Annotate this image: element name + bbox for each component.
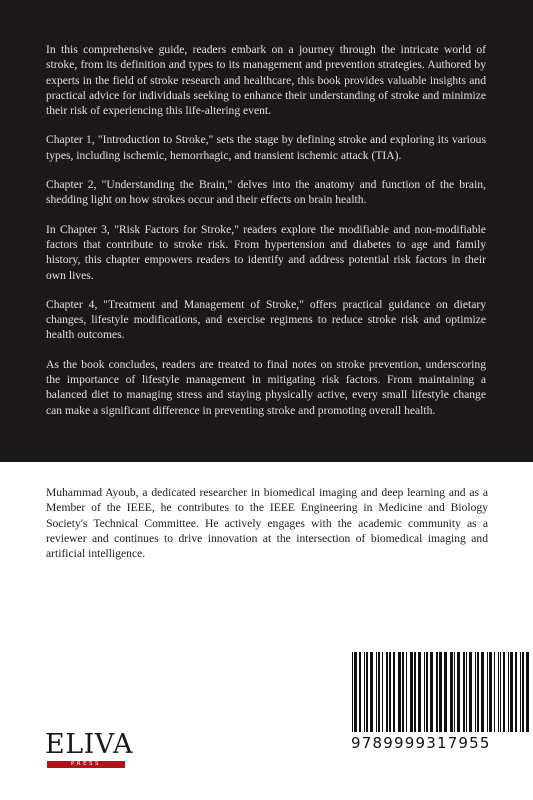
publisher-logo-wordmark: ELIVA xyxy=(45,729,133,760)
blurb-paragraph-conclusion: As the book concludes, readers are treated to final notes on stroke prevention, underscoring the importance of lifestyle management in mitigating risk factors. From maintaining a balanced diet to managing stress and staying physically active, every small lifestyle change can make a significant difference in preventing stroke and promoting overall health. xyxy=(46,357,486,417)
barcode-bar xyxy=(359,652,361,732)
barcode-bar xyxy=(489,652,492,732)
barcode-bar xyxy=(466,652,467,732)
barcode-bar xyxy=(503,652,505,732)
publisher-logo xyxy=(45,731,135,771)
barcode-bar xyxy=(454,652,455,732)
barcode-bar xyxy=(386,652,388,732)
barcode-bar xyxy=(457,652,460,732)
barcode-bar xyxy=(352,652,353,732)
barcode-bar xyxy=(477,652,479,732)
barcode-bar xyxy=(430,652,433,732)
isbn-number: 9789999317955 xyxy=(351,734,491,752)
barcode-bar xyxy=(366,652,368,732)
barcode-bar xyxy=(364,652,365,732)
barcode-bar xyxy=(522,652,524,732)
author-bio: Muhammad Ayoub, a dedicated researcher in biomedical imaging and deep learning and as a Member of the IEEE, he contributes to the IEEE Engineering in Medicine and Biology Society's Technical Committee. He actively engages with the academic community as a reviewer and continues to drive innovation at the intersection of biomedical imaging and artificial intelligence. xyxy=(46,486,488,561)
barcode-bar xyxy=(410,652,413,732)
barcode-bar xyxy=(498,652,499,732)
barcode-bar xyxy=(510,652,513,732)
barcode-bar xyxy=(398,652,401,732)
barcode-bar xyxy=(487,652,488,732)
barcode-bar xyxy=(444,652,447,732)
barcode-bar xyxy=(520,652,521,732)
barcode-bar xyxy=(439,652,442,732)
barcode-bar xyxy=(354,652,357,732)
barcode-bar xyxy=(526,652,529,732)
barcode-bar xyxy=(376,652,377,732)
barcode-bar xyxy=(508,652,509,732)
barcode-bar xyxy=(382,652,383,732)
barcode-bar xyxy=(418,652,421,732)
barcode-bar xyxy=(414,652,416,732)
blurb-paragraph-chapter-4: Chapter 4, "Treatment and Management of Stroke," offers practical guidance on dietary changes, lifestyle modifications, and exercise regimens to reduce stroke risk and optimize health outcomes. xyxy=(46,297,486,342)
barcode-bar xyxy=(463,652,465,732)
blurb-paragraph-chapter-3: In Chapter 3, "Risk Factors for Stroke," readers explore the modifiable and non-modifiable factors that contribute to stroke risk. From hypertension and diabetes to age and family history, this chapter empowers readers to identify and address potential risk factors in their own lives. xyxy=(46,222,486,282)
barcode-bar xyxy=(500,652,501,732)
barcode-bar xyxy=(494,652,495,732)
barcode-bar xyxy=(481,652,484,732)
barcode-bar xyxy=(515,652,517,732)
blurb-text xyxy=(46,42,486,432)
barcode-bar xyxy=(370,652,373,732)
barcode-bar xyxy=(436,652,438,732)
barcode-bar xyxy=(402,652,404,732)
barcode-bar xyxy=(378,652,380,732)
barcode-bar xyxy=(426,652,428,732)
barcode-bar xyxy=(469,652,472,732)
barcode-bar xyxy=(406,652,407,732)
blurb-paragraph-chapter-1: Chapter 1, "Introduction to Stroke," sets the stage by defining stroke and exploring its various types, including ischemic, hemorrhagic, and transient ischemic attack (TIA). xyxy=(46,133,486,162)
barcode-bar xyxy=(389,652,391,732)
barcode-bar xyxy=(393,652,395,732)
barcode-bars xyxy=(348,634,533,734)
publisher-logo-subtext: PRESS xyxy=(47,761,125,768)
blurb-paragraph-intro: In this comprehensive guide, readers embark on a journey through the intricate world of stroke, from its definition and types to its management and prevention strategies. Authored by experts in the field of stroke research and healthcare, this book provides valuable insights and practical advice for individuals seeking to enhance their understanding of stroke and minimize their risk of experiencing this life-altering event. xyxy=(46,43,486,118)
barcode-bar xyxy=(424,652,425,732)
blurb-paragraph-chapter-2: Chapter 2, "Understanding the Brain," delves into the anatomy and function of the brain, shedding light on how strokes occur and their effects on brain health. xyxy=(46,178,486,207)
barcode-bar xyxy=(475,652,476,732)
barcode-bar xyxy=(450,652,453,732)
